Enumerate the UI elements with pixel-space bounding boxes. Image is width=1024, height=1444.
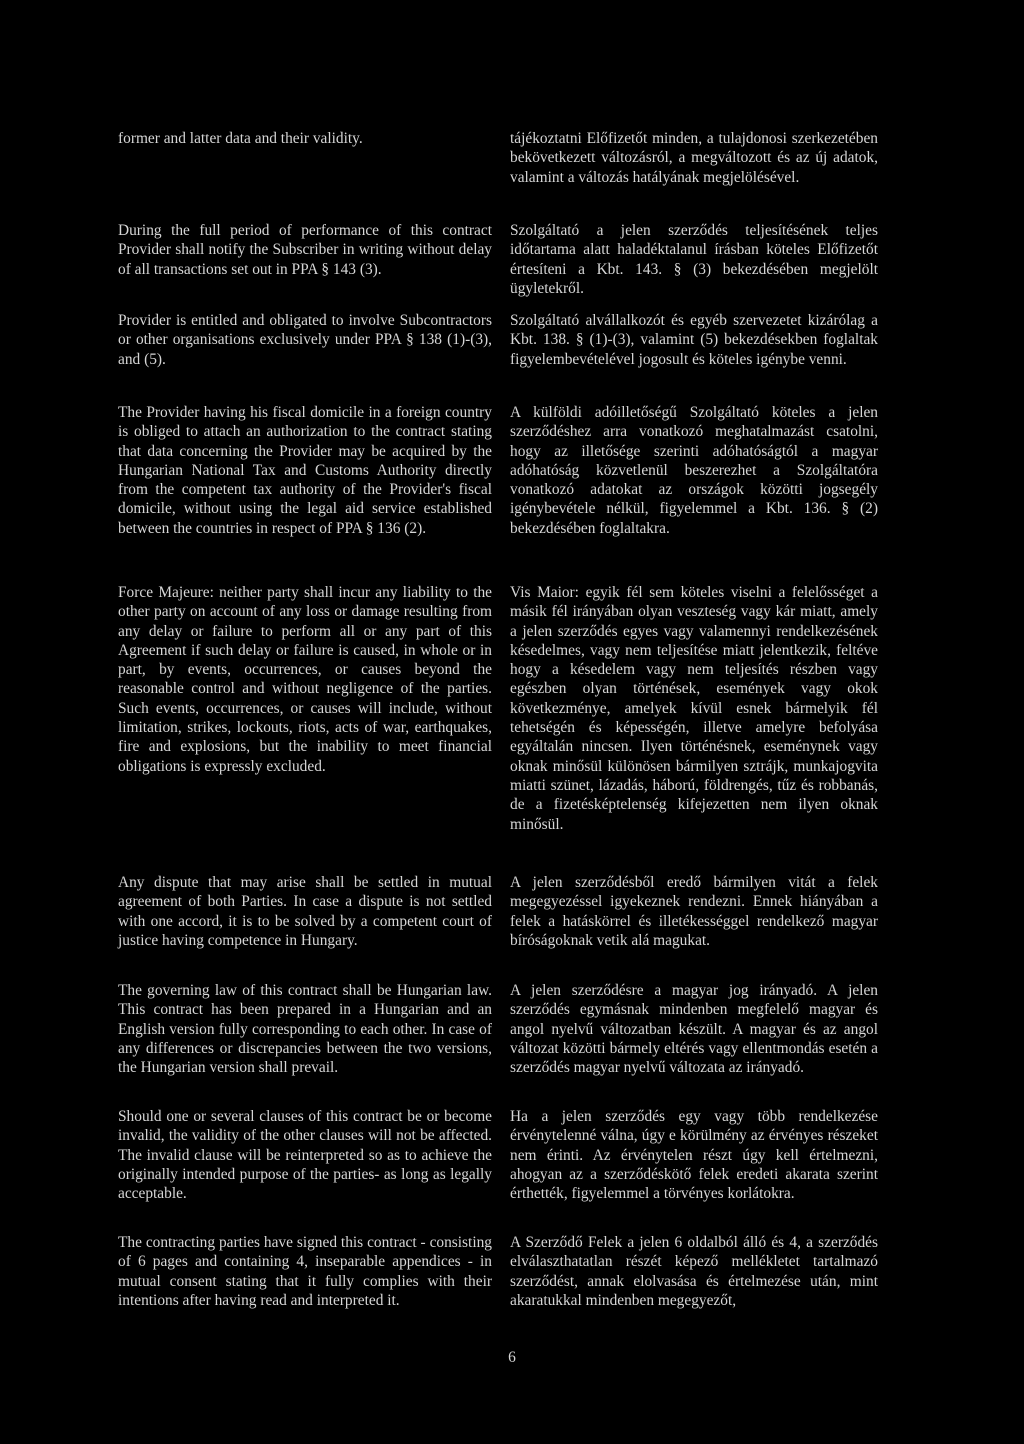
clause-2-en: During the full period of performance of this contract Provider shall notify the Subscriber in writing without delay of all transactions set out in PPA § 143 (3). <box>118 222 492 278</box>
clause-9-en: The contracting parties have signed this contract - consisting of 6 pages and containing 4, inseparable appendices - in mutual consent stating that it fully complies with their intentions after having read and interpreted it. <box>118 1234 492 1309</box>
clause-5-en: Force Majeure: neither party shall incur any liability to the other party on account of any loss or damage resulting from any delay or failure to perform all or any part of this Agreement if such delay or failure is caused, in whole or in part, by events, occurrences, or causes beyond the reasonable control and without negligence of the parties. Such events, occurrences, or causes will include, without limitation, strikes, lockouts, riots, acts of war, earthquakes, fire and explosions, but the inability to meet financial obligations is expressly excluded. <box>118 584 492 775</box>
clause-6-hu: A jelen szerződésből eredő bármilyen vitát a felek megegyezéssel igyekeznek rendezni. Ennek hiányában a felek a hatáskörrel és illetékességgel rendelkező magyar bíróságoknak vetik alá magukat. <box>510 874 878 949</box>
clause-4-en: The Provider having his fiscal domicile in a foreign country is obliged to attach an authorization to the contract stating that data concerning the Provider may be acquired by the Hungarian National Tax and Customs Authority directly from the competent tax authority of the Provider's fiscal domicile, without using the legal aid service established between the countries in respect of PPA § 136 (2). <box>118 404 492 537</box>
clause-8-hu: Ha a jelen szerződés egy vagy több rendelkezése érvénytelenné válna, úgy e körülmény az érvényes részeket nem érinti. Az érvénytelen részt úgy kell értelmezni, ahogyan az a szerződéskötő felek eredeti akarata szerint érthették, figyelemmel a törvényes korlátokra. <box>510 1108 878 1203</box>
clause-4-hu: A külföldi adóilletőségű Szolgáltató köteles a jelen szerződéshez arra vonatkozó meghatalmazást csatolni, hogy az illetősége szerinti adóhatóságtól a magyar adóhatóság közvetlenül beszerezhet a Szolgáltatóra vonatkozó adatokat az országok közötti jogsegély igénybevétele nélkül, figyelemmel a Kbt. 136. § (2) bekezdésében foglaltakra. <box>510 404 878 537</box>
page-number: 6 <box>508 1349 516 1366</box>
clause-3-hu: Szolgáltató alvállalkozót és egyéb szervezetet kizárólag a Kbt. 138. § (1)-(3), valamint (5) bekezdésekben foglaltak figyelembevételével jogosult és köteles igénybe venni. <box>510 312 878 368</box>
clause-3-en: Provider is entitled and obligated to involve Subcontractors or other organisations exclusively under PPA § 138 (1)-(3), and (5). <box>118 312 492 368</box>
clause-5-hu: Vis Maior: egyik fél sem köteles viselni a felelősséget a másik fél irányában olyan veszteség vagy kár miatt, amely a jelen szerződés egyes vagy valamennyi rendelkezésének késedelmes, vagy nem teljesítése miatt jelentkezik, feltéve hogy a késedelem vagy nem teljesítés részben vagy egészben olyan történések, események vagy okok következménye, amelyek kívül esnek bármelyik fél tehetségén és képességén, illetve amelyre befolyása egyáltalán nincsen. Ilyen történésnek, eseménynek vagy oknak minősül különösen bármilyen sztrájk, munkajogvita miatti szünet, lázadás, háború, földrengés, tűz és robbanás, de a fizetésképtelenség kifejezetten nem ilyen oknak minősül. <box>510 584 878 833</box>
clause-9-hu: A Szerződő Felek a jelen 6 oldalból álló és 4, a szerződés elválaszthatatlan részét képező mellékletet tartalmazó szerződést, annak elolvasása és értelmezése után, mint akaratukkal mindenben megegyezőt, <box>510 1234 878 1309</box>
clause-7-en: The governing law of this contract shall be Hungarian law. This contract has been prepared in a Hungarian and an English version fully corresponding to each other. In case of any differences or discrepancies between the two versions, the Hungarian version shall prevail. <box>118 982 492 1077</box>
clause-7-hu: A jelen szerződésre a magyar jog irányadó. A jelen szerződés egymásnak mindenben megfelelő magyar és angol nyelvű változatban készült. A magyar és az angol változat közötti bármely eltérés vagy ellentmondás esetén a szerződés magyar nyelvű változata az irányadó. <box>510 982 878 1077</box>
clause-1-en: former and latter data and their validity. <box>118 130 363 147</box>
clause-6-en: Any dispute that may arise shall be settled in mutual agreement of both Parties. In case a dispute is not settled with one accord, it is to be solved by a competent court of justice having competence in Hungary. <box>118 874 492 949</box>
clause-1-hu: tájékoztatni Előfizetőt minden, a tulajdonosi szerkezetében bekövetkezett változásról, a megváltozott és az új adatok, valamint a változás hatályának megjelölésével. <box>510 130 878 186</box>
clause-8-en: Should one or several clauses of this contract be or become invalid, the validity of the other clauses will not be affected. The invalid clause will be reinterpreted so as to achieve the originally intended purpose of the parties- as long as legally acceptable. <box>118 1108 492 1203</box>
clause-2-hu: Szolgáltató a jelen szerződés teljesítésének teljes időtartama alatt haladéktalanul írásban köteles Előfizetőt értesíteni a Kbt. 143. § (3) bekezdésében megjelölt ügyletekről. <box>510 222 878 297</box>
